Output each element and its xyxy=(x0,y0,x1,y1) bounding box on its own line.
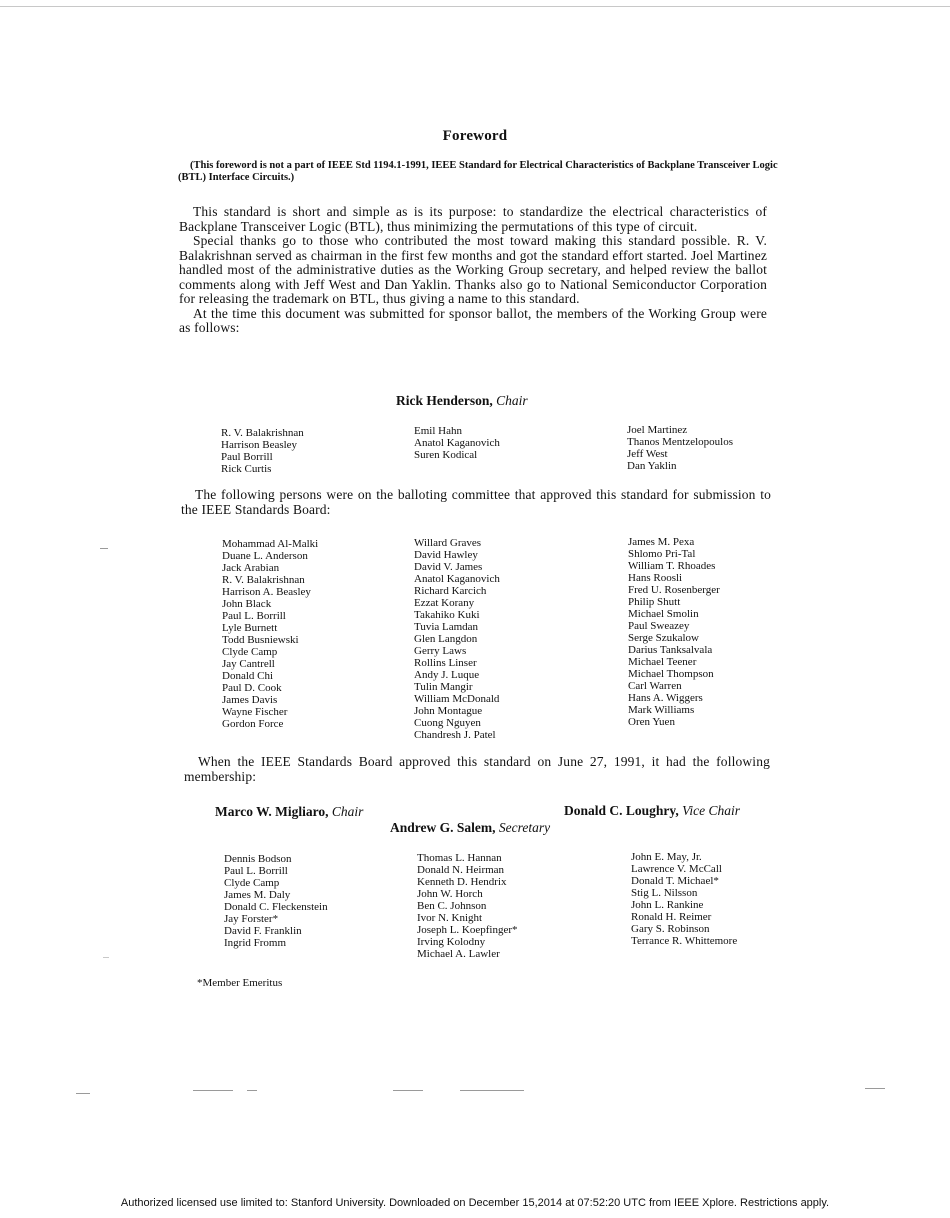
board-member: Ivor N. Knight xyxy=(417,912,483,924)
scan-mark xyxy=(393,1090,423,1091)
board-member: Donald T. Michael* xyxy=(631,875,719,887)
ballot-member: Rollins Linser xyxy=(414,657,477,669)
board-member: Clyde Camp xyxy=(224,877,280,889)
ballot-member: Willard Graves xyxy=(414,537,482,549)
ballot-member: Michael Smolin xyxy=(628,608,699,620)
ballot-member: R. V. Balakrishnan xyxy=(222,574,305,586)
working-group-column-2 xyxy=(414,425,500,461)
board-intro xyxy=(184,755,770,784)
board-member: Dennis Bodson xyxy=(224,853,292,865)
ballot-member: Donald Chi xyxy=(222,670,274,682)
ballot-member: Michael Teener xyxy=(628,656,697,668)
board-column-1 xyxy=(224,853,328,949)
scan-mark xyxy=(865,1088,885,1089)
ballot-member: William McDonald xyxy=(414,693,500,705)
board-column-2 xyxy=(417,852,518,960)
scan-mark xyxy=(247,1090,257,1091)
ballot-member: John Montague xyxy=(414,705,483,717)
board-member: Joseph L. Koepfinger* xyxy=(417,924,518,936)
scan-mark xyxy=(460,1090,524,1091)
member-name: Rick Curtis xyxy=(221,463,272,475)
board-member: John L. Rankine xyxy=(631,899,704,911)
ballot-member: Cuong Nguyen xyxy=(414,717,481,729)
ballot-member: Duane L. Anderson xyxy=(222,550,308,562)
board-member: Michael A. Lawler xyxy=(417,948,500,960)
board-member: James M. Daly xyxy=(224,889,291,901)
ballot-member: Gordon Force xyxy=(222,718,284,730)
working-group-column-1 xyxy=(221,427,304,475)
ballot-member: Glen Langdon xyxy=(414,633,478,645)
board-member: Thomas L. Hannan xyxy=(417,852,502,864)
ballot-member: Mark Williams xyxy=(628,704,695,716)
ballot-member: Paul D. Cook xyxy=(222,682,282,694)
top-border-line xyxy=(0,6,950,7)
board-chair-name: Marco W. Migliaro, xyxy=(215,804,329,819)
ballot-member: Hans Roosli xyxy=(628,572,683,584)
member-name: Dan Yaklin xyxy=(627,460,677,472)
ballot-member: Michael Thompson xyxy=(628,668,714,680)
board-secretary-role: Secretary xyxy=(498,820,551,835)
member-name: Thanos Mentzelopoulos xyxy=(627,436,734,448)
ballot-member: James M. Pexa xyxy=(628,536,695,548)
ballot-member: Paul Sweazey xyxy=(628,620,690,632)
scan-mark xyxy=(76,1093,90,1094)
page-title: Foreword xyxy=(442,128,508,144)
chair-name: Rick Henderson, xyxy=(396,393,493,408)
scan-mark xyxy=(103,957,109,958)
ballot-member: David Hawley xyxy=(414,549,478,561)
scan-mark xyxy=(100,548,108,549)
ballot-member: Gerry Laws xyxy=(414,645,467,657)
ballot-member: Carl Warren xyxy=(628,680,682,692)
board-member: Terrance R. Whittemore xyxy=(631,935,738,947)
paragraph-purpose: This standard is short and simple as is its purpose: to standardize the electrical characteristics of Backplane Transceiver Logic (BTL), thus minimizing the permutations of this type of circuit. xyxy=(179,204,767,234)
board-member: Ingrid Fromm xyxy=(224,937,287,949)
ballot-member: Jack Arabian xyxy=(222,562,280,574)
ballot-member: Mohammad Al-Malki xyxy=(222,538,319,550)
ballot-member: Paul L. Borrill xyxy=(222,610,286,622)
ballot-intro xyxy=(181,488,771,517)
board-member: Lawrence V. McCall xyxy=(631,863,722,875)
ballot-column-1 xyxy=(222,538,318,730)
ballot-member: William T. Rhoades xyxy=(628,560,716,572)
ballot-member: Harrison A. Beasley xyxy=(222,586,311,598)
board-member: Paul L. Borrill xyxy=(224,865,288,877)
ballot-intro-text: The following persons were on the balloting committee that approved this standard for submission to the IEEE Standards Board: xyxy=(181,487,771,517)
ballot-member: Fred U. Rosenberger xyxy=(628,584,720,596)
board-member: Donald C. Fleckenstein xyxy=(224,901,328,913)
footnote-member-emeritus: *Member Emeritus xyxy=(197,977,283,989)
board-member: Kenneth D. Hendrix xyxy=(417,876,507,888)
board-secretary-name: Andrew G. Salem, xyxy=(390,820,496,835)
member-name: Jeff West xyxy=(627,448,668,460)
board-chair xyxy=(215,804,363,820)
ballot-member: Wayne Fischer xyxy=(222,706,288,718)
member-name: Emil Hahn xyxy=(414,425,462,437)
board-member: Donald N. Heirman xyxy=(417,864,505,876)
board-vice-chair xyxy=(564,803,740,819)
ballot-member: John Black xyxy=(222,598,272,610)
working-group-column-3 xyxy=(627,424,733,472)
board-intro-text: When the IEEE Standards Board approved this standard on June 27, 1991, it had the following membership: xyxy=(184,754,770,784)
license-footer: Authorized licensed use limited to: Stanford University. Downloaded on December 15,2014 at 07:52:20 UTC from IEEE Xplore. Restrictions apply. xyxy=(120,1197,830,1209)
ballot-member: Tulin Mangir xyxy=(414,681,473,693)
member-name: Paul Borrill xyxy=(221,451,273,463)
board-secretary xyxy=(390,820,550,836)
ballot-member: David V. James xyxy=(414,561,483,573)
ballot-member: Chandresh J. Patel xyxy=(414,729,496,741)
ballot-column-3 xyxy=(628,536,720,728)
member-name: Harrison Beasley xyxy=(221,439,298,451)
ballot-member: Shlomo Pri-Tal xyxy=(628,548,696,560)
ballot-member: Jay Cantrell xyxy=(222,658,275,670)
ballot-member: Takahiko Kuki xyxy=(414,609,480,621)
ballot-member: Oren Yuen xyxy=(628,716,675,728)
ballot-member: James Davis xyxy=(222,694,278,706)
ballot-member: Tuvia Lamdan xyxy=(414,621,479,633)
board-member: Ronald H. Reimer xyxy=(631,911,712,923)
member-name: R. V. Balakrishnan xyxy=(221,427,304,439)
board-member: Jay Forster* xyxy=(224,913,279,925)
ballot-member: Ezzat Korany xyxy=(414,597,475,609)
ballot-member: Anatol Kaganovich xyxy=(414,573,500,585)
ballot-member: Darius Tanksalvala xyxy=(628,644,713,656)
board-chair-role: Chair xyxy=(331,804,364,819)
foreword-note: (This foreword is not a part of IEEE Std 1194.1-1991, IEEE Standard for Electrical Characteristics of Backplane Transceiver Logic (BTL) Interface Circuits.) xyxy=(178,160,778,183)
ballot-column-2 xyxy=(414,537,500,741)
board-member: Irving Kolodny xyxy=(417,936,486,948)
board-vice-chair-name: Donald C. Loughry, xyxy=(564,803,679,818)
intro-paragraphs xyxy=(179,205,767,336)
board-column-3 xyxy=(631,851,737,947)
ballot-member: Clyde Camp xyxy=(222,646,278,658)
board-member: John E. May, Jr. xyxy=(631,851,702,863)
ballot-member: Andy J. Luque xyxy=(414,669,480,681)
chair-role: Chair xyxy=(496,393,528,408)
paragraph-working-group: At the time this document was submitted for sponsor ballot, the members of the Working Group were as follows: xyxy=(179,305,767,335)
board-member: Ben C. Johnson xyxy=(417,900,487,912)
member-name: Anatol Kaganovich xyxy=(414,437,500,449)
working-group-chair xyxy=(396,393,528,409)
member-name: Joel Martinez xyxy=(627,424,688,436)
member-name: Suren Kodical xyxy=(414,449,478,461)
board-member: David F. Franklin xyxy=(224,925,302,937)
ballot-member: Philip Shutt xyxy=(628,596,681,608)
ballot-member: Serge Szukalow xyxy=(628,632,699,644)
board-member: John W. Horch xyxy=(417,888,483,900)
board-member: Stig L. Nilsson xyxy=(631,887,698,899)
board-member: Gary S. Robinson xyxy=(631,923,710,935)
ballot-member: Lyle Burnett xyxy=(222,622,278,634)
ballot-member: Todd Busniewski xyxy=(222,634,299,646)
ballot-member: Richard Karcich xyxy=(414,585,487,597)
scan-mark xyxy=(193,1090,233,1091)
ballot-member: Hans A. Wiggers xyxy=(628,692,703,704)
paragraph-thanks: Special thanks go to those who contributed the most toward making this standard possible. R. V. Balakrishnan served as chairman in the first few months and got the standard effort started. Joel Martinez handled most of the administrative duties as the Working Group secretary, and helped review the ballot comments along with Jeff West and Dan Yaklin. Thanks also go to National Semiconductor Corporation for releasing the trademark on BTL, thus giving a name to this standard. xyxy=(179,233,767,306)
board-vice-chair-role: Vice Chair xyxy=(682,803,741,818)
